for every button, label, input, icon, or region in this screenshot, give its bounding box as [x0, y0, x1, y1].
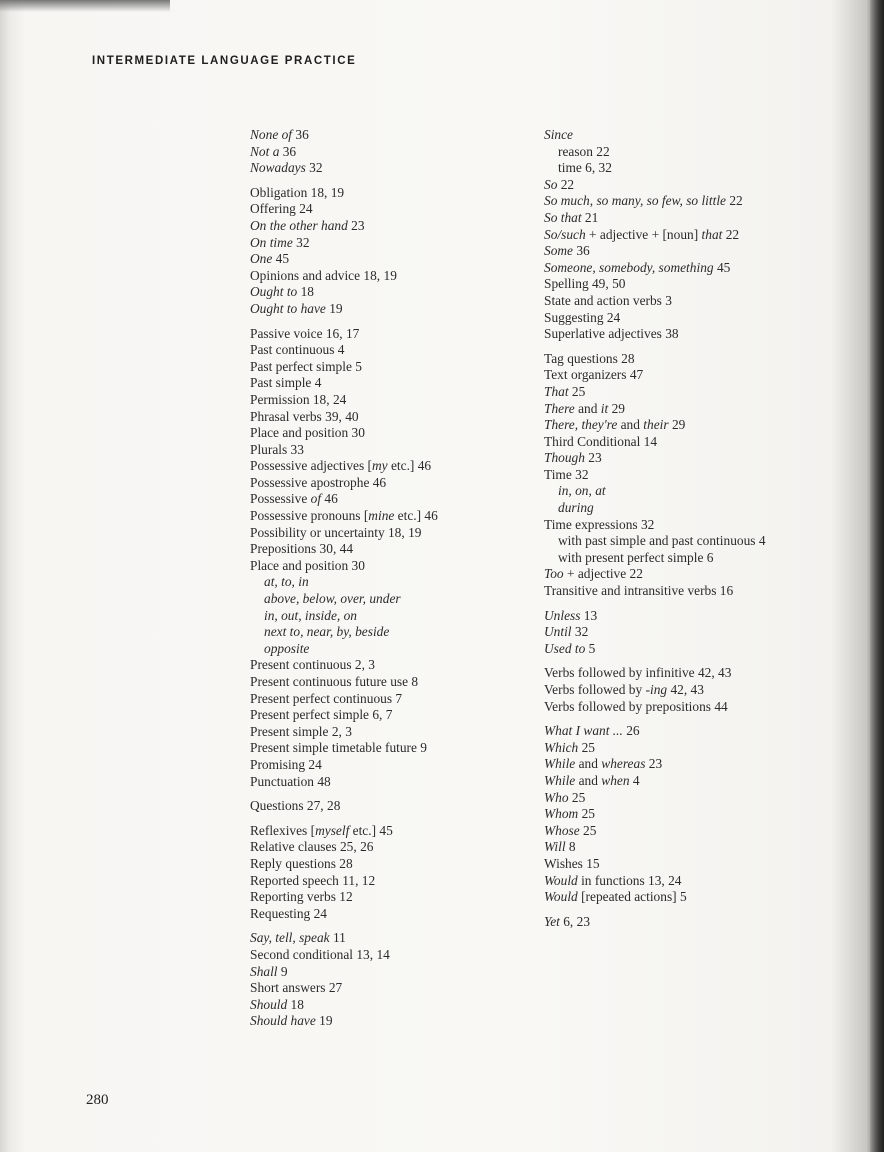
- index-entry-text: What I want ...: [544, 723, 623, 739]
- index-entry: [544, 310, 864, 327]
- index-entry-text: Present perfect simple 6, 7: [250, 707, 393, 723]
- index-entry-text: [repeated actions] 5: [577, 889, 687, 905]
- index-entry: [250, 757, 520, 774]
- index-entry: [544, 500, 864, 517]
- index-entry-text: whereas: [601, 756, 646, 772]
- index-entry-text: Which: [544, 739, 579, 755]
- index-entry-text: 25: [579, 822, 597, 838]
- index-entry: [544, 566, 864, 583]
- index-entry-text: So/such: [544, 226, 586, 242]
- index-entry: [544, 641, 864, 658]
- index-entry: [544, 665, 864, 682]
- index-entry-text: 36: [573, 243, 590, 259]
- index-entry-text: Time 32: [544, 466, 589, 482]
- index-entry: [250, 251, 520, 268]
- index-entry: [250, 458, 520, 475]
- index-entry-text: Permission 18, 24: [250, 391, 347, 407]
- index-entry: [544, 351, 864, 368]
- index-entry-text: + adjective 22: [563, 566, 643, 582]
- index-entry-text: Passive voice 16, 17: [250, 325, 360, 341]
- index-entry: [544, 583, 864, 600]
- index-entry-text: Obligation 18, 19: [250, 184, 345, 200]
- index-entry-text: Requesting 24: [250, 905, 327, 921]
- index-entry-text: 13: [580, 607, 598, 623]
- index-entry-text: 25: [578, 806, 595, 822]
- index-entry-text: Possessive pronouns [: [250, 508, 369, 524]
- index-entry-text: with present perfect simple 6: [558, 549, 714, 565]
- index-entry-text: 23: [347, 217, 365, 233]
- index-entry-text: and: [574, 400, 601, 416]
- index-entry: [250, 1013, 520, 1030]
- index-entry-text: Reporting verbs 12: [250, 889, 353, 905]
- index-entry: [250, 201, 520, 218]
- index-entry: [250, 964, 520, 981]
- index-entry: [250, 574, 520, 591]
- index-entry-text: Tag questions 28: [544, 350, 635, 366]
- index-entry-text: their: [643, 417, 669, 433]
- index-entry-text: 19: [315, 1013, 333, 1029]
- index-entry-text: Verbs followed by: [544, 682, 646, 697]
- index-entry-text: Questions 27, 28: [250, 798, 341, 814]
- index-entry-text: 29: [668, 417, 686, 433]
- index-entry: [250, 525, 520, 542]
- index-entry: [250, 541, 520, 558]
- index-entry-text: State and action verbs 3: [544, 292, 672, 308]
- index-entry-text: Possessive: [250, 491, 311, 507]
- index-entry-text: in, out, inside, on: [264, 607, 357, 623]
- index-entry-text: Will: [544, 839, 566, 855]
- index-entry-text: 25: [578, 739, 595, 755]
- index-entry-text: 36: [279, 143, 297, 159]
- index-entry-text: Possessive apostrophe 46: [250, 474, 387, 490]
- index-entry: [250, 724, 520, 741]
- index-entry: [250, 823, 520, 840]
- index-entry-text: and: [575, 772, 602, 788]
- index-entry: [544, 417, 864, 434]
- index-entry-text: One: [250, 251, 273, 267]
- index-entry: [250, 185, 520, 202]
- index-entry-text: Say, tell, speak: [250, 930, 330, 946]
- index-entry-text: Should: [250, 996, 288, 1012]
- index-entry-text: 25: [568, 789, 586, 805]
- index-group-right: [544, 914, 864, 931]
- index-entry: [250, 425, 520, 442]
- index-entry: [250, 930, 520, 947]
- index-entry: [544, 384, 864, 401]
- index-entry-text: Too: [544, 566, 564, 582]
- index-entry: [544, 144, 864, 161]
- index-entry-text: Verbs followed by infinitive 42, 43: [544, 665, 732, 681]
- index-entry-text: next to, near, by, beside: [264, 624, 390, 640]
- index-entry: [544, 483, 864, 500]
- index-entry-text: Wishes 15: [544, 855, 600, 871]
- index-entry: [250, 980, 520, 997]
- index-entry-text: in, on, at: [558, 483, 606, 499]
- index-entry: [250, 889, 520, 906]
- index-entry-text: Since: [544, 127, 573, 142]
- index-entry: [544, 276, 864, 293]
- index-entry-text: Punctuation 48: [250, 773, 331, 789]
- index-entry-text: 32: [305, 160, 323, 176]
- scan-edge-shadow: [0, 0, 170, 12]
- index-entry-text: 18: [287, 996, 304, 1012]
- index-entry-text: Plurals 33: [250, 441, 304, 457]
- index-entry-text: opposite: [264, 640, 310, 656]
- index-entry-text: Past continuous 4: [250, 342, 345, 358]
- index-entry-text: 18: [297, 284, 314, 300]
- index-entry-text: Opinions and advice 18, 19: [250, 267, 397, 283]
- index-entry-text: Place and position 30: [250, 557, 365, 573]
- index-entry-text: Past simple 4: [250, 375, 322, 391]
- index-entry: [250, 674, 520, 691]
- page-number: 280: [86, 1092, 109, 1108]
- index-entry: [544, 699, 864, 716]
- index-entry: [544, 823, 864, 840]
- index-entry-text: Until: [544, 624, 572, 640]
- index-entry: [250, 268, 520, 285]
- index-entry: [544, 889, 864, 906]
- index-entry: [544, 856, 864, 873]
- index-entry-text: Reflexives [: [250, 822, 316, 838]
- index-entry: [250, 475, 520, 492]
- index-entry-text: 22: [722, 226, 740, 242]
- index-entry: [250, 160, 520, 177]
- index-entry-text: 26: [622, 723, 640, 739]
- index-entry-text: So much, so many, so few, so little: [544, 193, 727, 209]
- index-entry: [250, 301, 520, 318]
- index-entry: [544, 293, 864, 310]
- index-entry-text: Who: [544, 789, 569, 805]
- index-entry-text: and: [617, 417, 644, 433]
- index-entry-text: 46: [321, 491, 338, 507]
- index-entry: [544, 467, 864, 484]
- index-entry-text: So that: [544, 209, 582, 225]
- index-entry: [250, 873, 520, 890]
- index-entry-text: mine: [368, 508, 395, 524]
- index-entry-text: my: [371, 458, 388, 474]
- index-entry: [544, 127, 864, 144]
- index-entry-text: Yet: [544, 913, 560, 929]
- index-entry-text: of: [310, 491, 322, 507]
- index-entry-text: myself: [315, 822, 350, 838]
- index-entry: [544, 533, 864, 550]
- index-entry-text: Present continuous future use 8: [250, 674, 419, 689]
- index-entry-text: 22: [557, 176, 575, 192]
- index-entry: [544, 723, 864, 740]
- index-entry-text: Ought to have: [250, 300, 326, 316]
- index-entry-text: etc.] 46: [394, 508, 438, 524]
- index-entry: [544, 160, 864, 177]
- index-entry-text: that: [701, 226, 723, 242]
- index-entry-text: 23: [645, 756, 663, 772]
- index-entry-text: Suggesting 24: [544, 309, 621, 325]
- index-entry-text: Not a: [250, 143, 280, 159]
- index-entry-text: Present continuous 2, 3: [250, 657, 375, 673]
- index-entry-text: None of: [250, 127, 293, 142]
- index-entry: [250, 218, 520, 235]
- index-entry: [250, 906, 520, 923]
- index-entry-text: Present simple timetable future 9: [250, 740, 428, 756]
- index-entry-text: when: [601, 772, 630, 788]
- index-column-left: [250, 127, 520, 1038]
- index-entry: [250, 624, 520, 641]
- index-entry-text: Relative clauses 25, 26: [250, 839, 374, 855]
- index-entry: [544, 756, 864, 773]
- index-entry-text: 42, 43: [667, 682, 704, 697]
- index-entry-text: Offering 24: [250, 201, 313, 217]
- index-entry-text: Whom: [544, 806, 579, 822]
- index-entry: [250, 442, 520, 459]
- index-entry-text: 25: [568, 383, 586, 399]
- index-group-left: [250, 127, 520, 177]
- index-entry-text: While: [544, 772, 576, 788]
- index-entry: [544, 517, 864, 534]
- index-entry-text: Past perfect simple 5: [250, 358, 362, 374]
- index-entry-text: On time: [250, 234, 293, 250]
- index-group-left: [250, 326, 520, 791]
- index-entry-text: There, they're: [544, 417, 618, 433]
- index-entry-text: + adjective + [noun]: [585, 226, 702, 242]
- index-entry: [250, 691, 520, 708]
- index-entry-text: 6, 23: [559, 913, 591, 929]
- index-entry: [250, 392, 520, 409]
- index-group-left: [250, 185, 520, 318]
- index-entry: [544, 608, 864, 625]
- index-entry-text: etc.] 46: [387, 458, 432, 474]
- index-group-left: [250, 798, 520, 815]
- index-entry: [250, 409, 520, 426]
- index-entry-text: Time expressions 32: [544, 516, 655, 532]
- index-entry: [544, 914, 864, 931]
- index-entry: [544, 260, 864, 277]
- index-entry-text: -ing: [645, 682, 668, 697]
- index-entry: [544, 210, 864, 227]
- index-entry: [250, 839, 520, 856]
- index-entry: [544, 177, 864, 194]
- index-group-right: [544, 351, 864, 600]
- index-entry-text: 19: [325, 300, 343, 316]
- index-entry-text: Present perfect continuous 7: [250, 690, 403, 706]
- index-entry-text: Would: [544, 872, 578, 888]
- index-entry: [544, 243, 864, 260]
- index-entry-text: Superlative adjectives 38: [544, 326, 679, 342]
- index-entry-text: 23: [584, 450, 602, 466]
- index-entry-text: 8: [565, 839, 576, 855]
- index-entry-text: at, to, in: [264, 574, 309, 590]
- index-entry: [250, 144, 520, 161]
- index-entry-text: 21: [581, 209, 599, 225]
- index-entry: [250, 740, 520, 757]
- index-entry: [544, 839, 864, 856]
- index-entry-text: it: [600, 400, 609, 416]
- index-entry-text: Text organizers 47: [544, 367, 644, 383]
- index-entry: [544, 434, 864, 451]
- index-entry-text: Someone, somebody, something: [544, 259, 714, 275]
- index-entry-text: reason 22: [558, 143, 610, 159]
- index-entry: [250, 375, 520, 392]
- index-entry-text: 45: [713, 259, 731, 275]
- index-entry: [250, 947, 520, 964]
- index-entry: [250, 342, 520, 359]
- index-column-right: [544, 127, 864, 938]
- page-gutter-shadow: [870, 0, 884, 1152]
- index-entry-text: Promising 24: [250, 756, 322, 772]
- index-group-right: [544, 608, 864, 658]
- index-entry-text: Nowadays: [250, 160, 306, 176]
- index-entry-text: Third Conditional 14: [544, 433, 658, 449]
- index-entry-text: Ought to: [250, 284, 298, 300]
- index-entry-text: Though: [544, 450, 585, 466]
- index-group-right: [544, 665, 864, 715]
- index-entry-text: On the other hand: [250, 217, 348, 233]
- index-entry: [544, 401, 864, 418]
- index-entry-text: Used to: [544, 640, 586, 656]
- index-entry-text: Would: [544, 889, 578, 905]
- index-entry: [544, 682, 864, 699]
- index-entry-text: Unless: [544, 607, 581, 623]
- index-entry: [544, 367, 864, 384]
- index-entry: [544, 790, 864, 807]
- index-entry-text: Should have: [250, 1013, 316, 1029]
- index-entry-text: Phrasal verbs 39, 40: [250, 408, 359, 424]
- index-entry: [250, 235, 520, 252]
- index-entry-text: with past simple and past continuous 4: [558, 533, 766, 549]
- index-entry-text: 9: [277, 963, 288, 979]
- index-entry: [544, 773, 864, 790]
- index-entry-text: Present simple 2, 3: [250, 723, 352, 739]
- index-entry-text: 29: [608, 400, 625, 416]
- index-entry: [250, 508, 520, 525]
- index-entry: [544, 806, 864, 823]
- index-entry-text: during: [558, 500, 594, 516]
- index-entry: [544, 227, 864, 244]
- index-entry-text: So: [544, 176, 558, 192]
- index-entry: [250, 774, 520, 791]
- index-entry-text: Shall: [250, 963, 278, 979]
- index-entry: [250, 608, 520, 625]
- index-entry-text: time 6, 32: [558, 160, 612, 176]
- index-entry-text: 22: [726, 193, 743, 209]
- index-entry: [250, 284, 520, 301]
- index-entry-text: Short answers 27: [250, 980, 343, 996]
- index-entry: [250, 856, 520, 873]
- index-entry-text: in functions 13, 24: [577, 872, 682, 888]
- index-entry-text: etc.] 45: [349, 822, 393, 838]
- running-header: INTERMEDIATE LANGUAGE PRACTICE: [92, 55, 357, 67]
- index-entry: [250, 127, 520, 144]
- index-entry: [544, 193, 864, 210]
- index-entry-text: Place and position 30: [250, 425, 365, 441]
- index-entry: [544, 450, 864, 467]
- index-entry-text: Reply questions 28: [250, 855, 353, 871]
- index-entry-text: Reported speech 11, 12: [250, 872, 376, 888]
- index-entry-text: 11: [329, 930, 346, 946]
- index-entry-text: 45: [272, 251, 290, 267]
- index-entry-text: Whose: [544, 822, 580, 838]
- index-entry-text: Some: [544, 243, 574, 259]
- index-entry: [544, 740, 864, 757]
- index-entry-text: 4: [629, 772, 640, 788]
- index-group-left: [250, 930, 520, 1030]
- index-entry-text: While: [544, 756, 576, 772]
- index-group-left: [250, 823, 520, 923]
- index-entry-text: 32: [571, 624, 589, 640]
- index-entry-text: There: [544, 400, 575, 416]
- index-entry: [250, 491, 520, 508]
- index-entry-text: 5: [585, 640, 596, 656]
- index-entry: [250, 798, 520, 815]
- index-entry-text: above, below, over, under: [264, 591, 401, 607]
- index-entry-text: Prepositions 30, 44: [250, 541, 354, 557]
- index-entry-text: Second conditional 13, 14: [250, 946, 390, 962]
- index-entry-text: 32: [292, 234, 310, 250]
- index-entry: [250, 657, 520, 674]
- index-group-right: [544, 127, 864, 343]
- index-entry-text: That: [544, 383, 569, 399]
- index-entry: [544, 624, 864, 641]
- index-entry-text: Transitive and intransitive verbs 16: [544, 583, 734, 599]
- index-entry-text: 36: [292, 127, 309, 142]
- index-group-right: [544, 723, 864, 906]
- index-entry: [544, 326, 864, 343]
- index-entry: [250, 997, 520, 1014]
- index-entry: [250, 359, 520, 376]
- index-entry-text: Possessive adjectives [: [250, 458, 372, 474]
- index-entry-text: Possibility or uncertainty 18, 19: [250, 524, 422, 540]
- index-entry-text: Verbs followed by prepositions 44: [544, 698, 728, 714]
- index-entry: [250, 558, 520, 575]
- index-entry: [250, 707, 520, 724]
- index-entry-text: Spelling 49, 50: [544, 276, 626, 292]
- index-entry: [250, 591, 520, 608]
- index-entry: [544, 873, 864, 890]
- index-entry: [250, 641, 520, 658]
- index-entry: [544, 550, 864, 567]
- index-entry-text: and: [575, 756, 602, 772]
- index-entry: [250, 326, 520, 343]
